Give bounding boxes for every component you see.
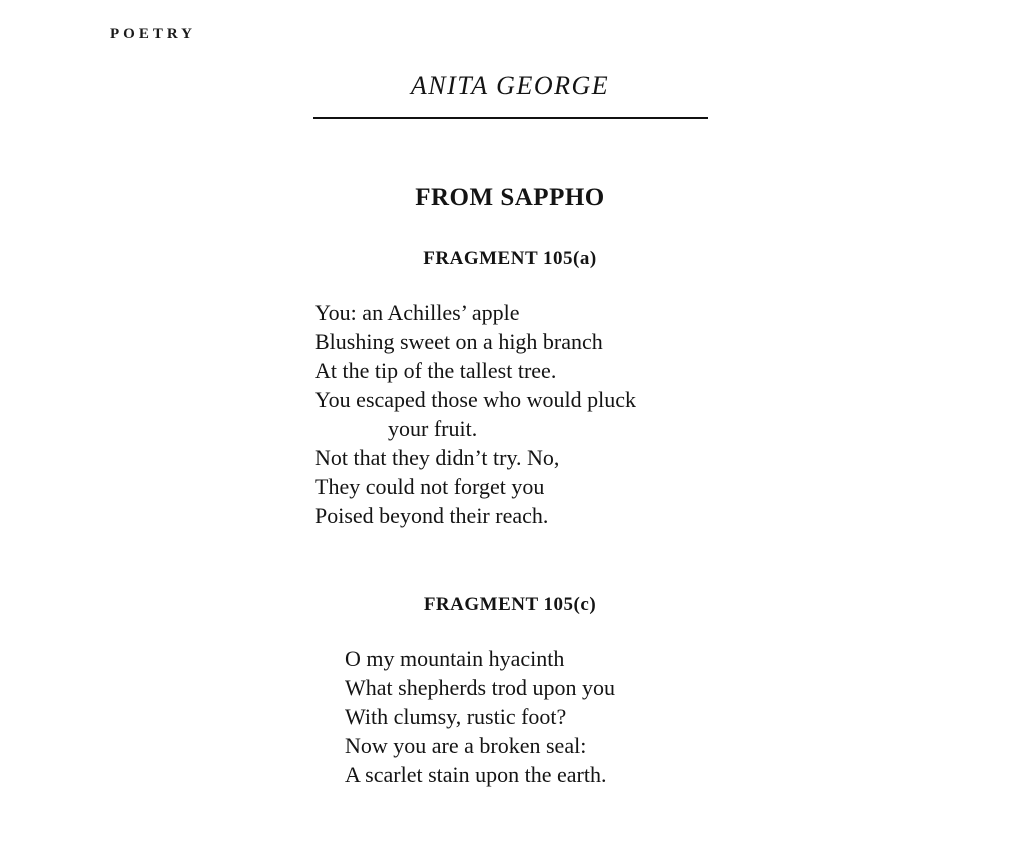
poem-line: Poised beyond their reach. bbox=[315, 503, 549, 528]
poem-collection-title: FROM SAPPHO bbox=[415, 184, 605, 211]
poem-line: A scarlet stain upon the earth. bbox=[345, 762, 607, 787]
poem-line: What shepherds trod upon you bbox=[345, 675, 616, 700]
horizontal-rule bbox=[313, 117, 708, 119]
fragment-105a-heading: FRAGMENT 105(a) bbox=[423, 248, 597, 269]
poem-line: Blushing sweet on a high branch bbox=[315, 329, 603, 354]
poem-line: With clumsy, rustic foot? bbox=[345, 704, 567, 729]
poem-fragment-105c bbox=[345, 644, 615, 789]
poem-line: Now you are a broken seal: bbox=[345, 733, 587, 758]
poem-line: They could not forget you bbox=[315, 474, 545, 499]
running-head: POETRY bbox=[110, 26, 196, 42]
poem-line: Not that they didn’t try. No, bbox=[315, 445, 560, 470]
author-name: ANITA GEORGE bbox=[410, 71, 610, 100]
poem-line-indented: your fruit. bbox=[388, 416, 478, 441]
fragment-105c-heading: FRAGMENT 105(c) bbox=[423, 594, 597, 615]
poem-fragment-105a bbox=[315, 298, 636, 530]
poem-line: O my mountain hyacinth bbox=[345, 646, 565, 671]
poem-line: At the tip of the tallest tree. bbox=[315, 358, 557, 383]
poem-line: You: an Achilles’ apple bbox=[315, 300, 520, 325]
poem-line: You escaped those who would pluck bbox=[315, 387, 637, 412]
